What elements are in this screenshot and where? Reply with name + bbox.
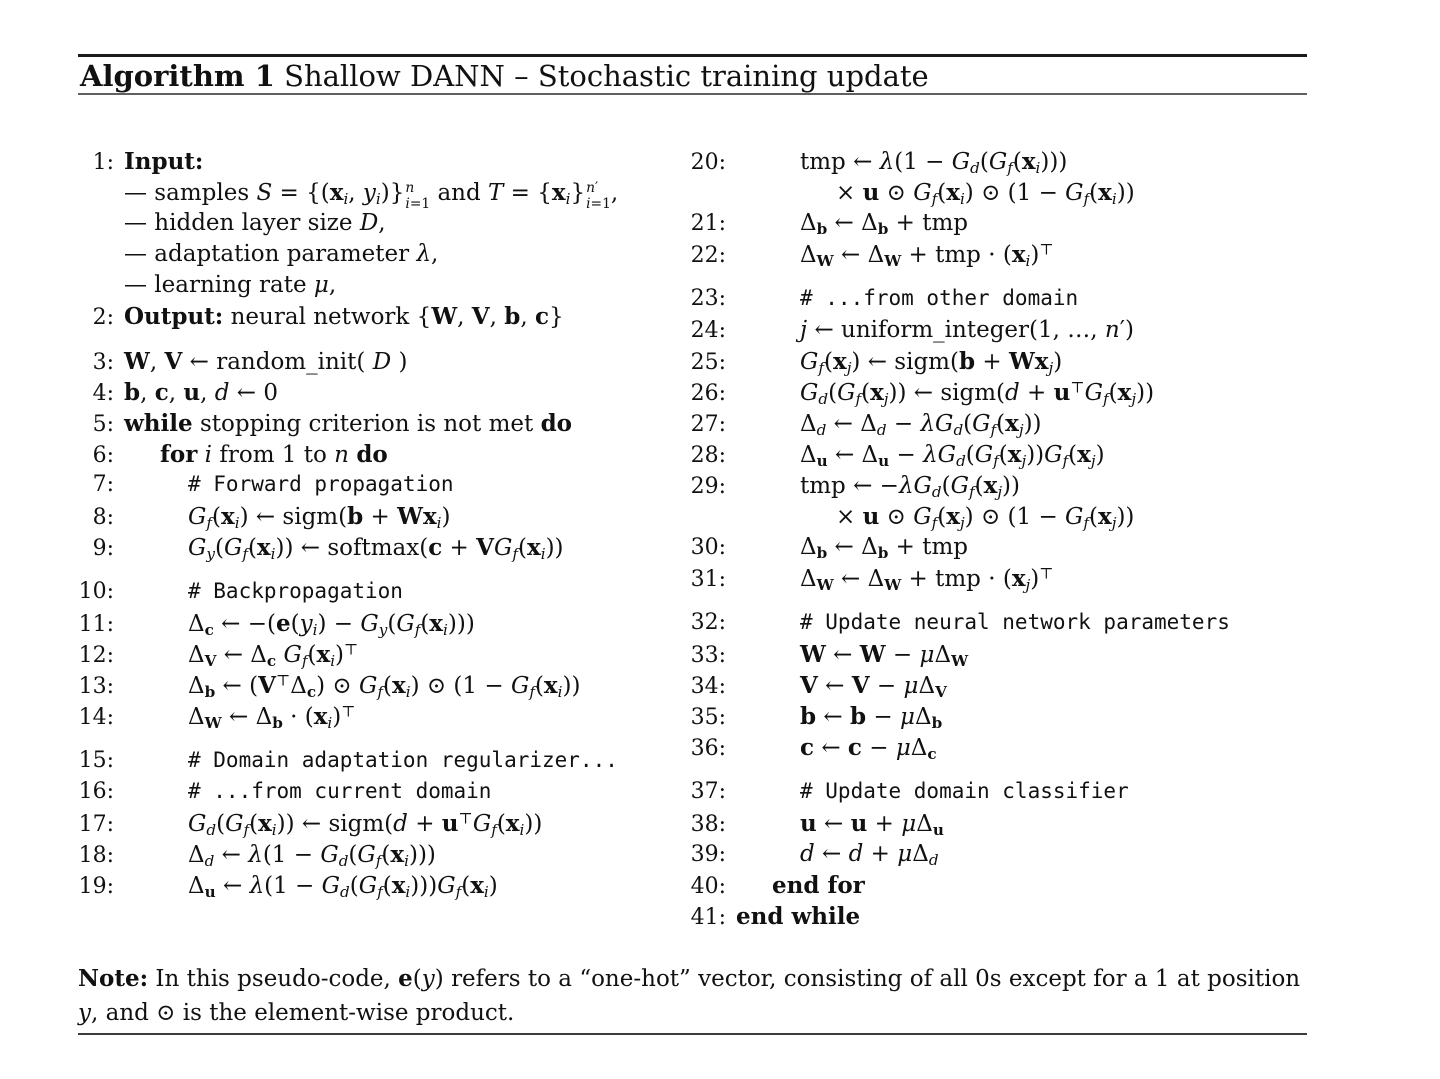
line-comment: # Backpropagation	[188, 579, 403, 603]
line-number: 40:	[690, 874, 726, 899]
line-number: 2:	[92, 305, 114, 330]
line-comment: # Update domain classifier	[800, 779, 1129, 803]
line-content: j ← uniform_integer(1, …, n′)	[800, 317, 1134, 343]
algo-line	[690, 379, 1307, 410]
algo-line	[78, 579, 690, 610]
line-number: 1:	[92, 150, 114, 175]
algo-line	[690, 179, 1307, 210]
algo-line	[690, 779, 1307, 810]
algo-line	[690, 317, 1307, 348]
line-number: 25:	[690, 350, 726, 375]
algo-line	[690, 703, 1307, 734]
algo-line	[78, 148, 690, 179]
line-content: $G_y(G_f(x_i))$ ← softmax(c + $VG_f(x_i)$)	[188, 534, 564, 563]
line-number: 11:	[78, 612, 114, 637]
line-number: 5:	[92, 412, 114, 437]
line-content: — adaptation parameter λ,	[124, 241, 439, 267]
line-number: 7:	[92, 472, 114, 497]
algo-line	[690, 841, 1307, 872]
line-number: 22:	[690, 243, 726, 268]
line-number: 20:	[690, 150, 726, 175]
algorithm-body	[78, 148, 1307, 934]
line-content: $\Delta_c$ ← $-(e(y_i) - G_y(G_f(x_i)))$	[188, 610, 475, 639]
line-content: for i from 1 to n do	[160, 441, 388, 468]
line-number: 35:	[690, 705, 726, 730]
line-number: 14:	[78, 705, 114, 730]
algo-line	[78, 303, 690, 334]
algo-line	[690, 672, 1307, 703]
algo-line	[78, 241, 690, 272]
line-number: 3:	[92, 350, 114, 375]
algo-line	[78, 410, 690, 441]
line-number: 8:	[92, 505, 114, 530]
line-content: c ← $c - \mu\Delta_c$	[800, 734, 937, 763]
algo-line	[78, 379, 690, 410]
line-number: 17:	[78, 812, 114, 837]
line-content: $\Delta_d$ ← $\Delta_d - \lambda G_d(G_f(x_j))$	[800, 410, 1042, 439]
line-content: — samples $S = \{(x_i$, $y_i$)} n i=1 and $T = \{x_i\}$ n′ i=1 ,	[124, 179, 619, 212]
line-content: tmp ← $\lambda(1 - G_d(G_f(x_i)))$	[800, 148, 1068, 177]
line-number: 31:	[690, 567, 726, 592]
line-content: W, V ← random_init( D )	[124, 348, 408, 375]
line-number: 29:	[690, 474, 726, 499]
algorithm-title	[80, 59, 929, 93]
algo-line	[690, 441, 1307, 472]
line-content: end for	[772, 872, 865, 899]
line-content: $G_d(G_f(x_i))$ ← sigm(d + $u^⊤G_f(x_i)$)	[188, 809, 543, 839]
line-number: 28:	[690, 443, 726, 468]
line-number: 12:	[78, 643, 114, 668]
algo-line	[690, 534, 1307, 565]
line-number: 4:	[92, 381, 114, 406]
line-number: 38:	[690, 812, 726, 837]
line-content: $G_f(x_j)$ ← sigm(b + $Wx_j$)	[800, 348, 1063, 377]
algo-line	[690, 286, 1307, 317]
line-number: 30:	[690, 535, 726, 560]
line-comment: # Update neural network parameters	[800, 610, 1230, 634]
algo-line	[78, 534, 690, 565]
line-comment: # ...from other domain	[800, 286, 1079, 310]
line-content: $G_f(x_i)$ ← sigm(b + $Wx_i$)	[188, 503, 451, 532]
line-number: 10:	[78, 579, 114, 604]
line-number: 19:	[78, 874, 114, 899]
algorithm-note: Note: In this pseudo-code, e(y) refers to a “one-hot” vector, consisting of all 0s except for a 1 at position y, and ⊙ is the element-wise product.	[78, 965, 1301, 1026]
algo-line	[78, 672, 690, 703]
algo-line	[690, 472, 1307, 503]
line-content: b, c, u, d ← 0	[124, 379, 278, 406]
line-content: $\Delta_W$ ← $\Delta_W$ + tmp · $(x_j)^⊤$	[800, 564, 1054, 594]
algorithm-title-label: Algorithm 1	[80, 59, 275, 93]
line-content: × u ⊙ $G_f(x_i)$ ⊙ $(1 - G_f(x_i))$	[836, 179, 1135, 208]
line-content: $\Delta_u$ ← $\Delta_u - \lambda G_d(G_f(x_j))G_f(x_j)$	[800, 441, 1105, 470]
line-comment: # Domain adaptation regularizer...	[188, 748, 618, 772]
line-number: 33:	[690, 643, 726, 668]
line-number: 34:	[690, 674, 726, 699]
line-number: 36:	[690, 736, 726, 761]
line-content: b ← $b - \mu\Delta_b$	[800, 703, 943, 732]
line-content: $\Delta_b$ ← $\Delta_b$ + tmp	[800, 534, 969, 562]
algorithm-right-column	[690, 148, 1307, 934]
line-content: Output: neural network {W, V, b, c}	[124, 303, 564, 330]
algo-line	[78, 841, 690, 872]
line-content: $G_d(G_f(x_j))$ ← sigm(d + $u^⊤G_f(x_j)$)	[800, 378, 1155, 408]
line-content: — learning rate μ,	[124, 272, 337, 298]
line-comment: # Forward propagation	[188, 472, 454, 496]
line-content: while stopping criterion is not met do	[124, 410, 572, 437]
line-content: d ← $d + \mu\Delta_d$	[800, 841, 939, 869]
line-number: 26:	[690, 381, 726, 406]
algo-line	[690, 410, 1307, 441]
algo-line	[690, 210, 1307, 241]
line-number: 15:	[78, 748, 114, 773]
line-content: $\Delta_W$ ← $\Delta_W$ + tmp · $(x_i)^⊤$	[800, 240, 1054, 270]
line-content: $\Delta_d$ ← $\lambda(1 - G_d(G_f(x_i)))$	[188, 841, 436, 870]
line-number: 16:	[78, 779, 114, 804]
algorithm-title-rule	[78, 93, 1307, 95]
algo-line	[78, 348, 690, 379]
algo-line	[690, 903, 1307, 934]
algo-line	[690, 348, 1307, 379]
algo-line	[690, 810, 1307, 841]
line-content: $\Delta_b$ ← $\Delta_b$ + tmp	[800, 210, 969, 238]
line-comment: # ...from current domain	[188, 779, 492, 803]
algo-line	[78, 872, 690, 903]
line-content: end while	[736, 903, 861, 930]
algo-line	[78, 472, 690, 503]
algo-line	[78, 503, 690, 534]
line-content: × u ⊙ $G_f(x_j)$ ⊙ $(1 - G_f(x_j))$	[836, 503, 1135, 532]
line-content: V ← $V - \mu\Delta_V$	[800, 672, 947, 701]
line-number: 9:	[92, 536, 114, 561]
line-number: 37:	[690, 779, 726, 804]
algo-line	[690, 734, 1307, 765]
line-content: tmp ← $-\lambda G_d(G_f(x_j))$	[800, 472, 1020, 501]
line-number: 18:	[78, 843, 114, 868]
line-number: 27:	[690, 412, 726, 437]
line-content: $\Delta_b$ ← $(V^⊤\Delta_c)$ ⊙ $G_f(x_i)$ ⊙ $(1 - G_f(x_i))$	[188, 671, 581, 701]
algo-line	[78, 179, 690, 210]
algorithm-left-column	[78, 148, 690, 934]
algo-line	[78, 610, 690, 641]
algo-line	[690, 565, 1307, 596]
algo-line	[78, 703, 690, 734]
line-number: 23:	[690, 286, 726, 311]
line-content: — hidden layer size D,	[124, 210, 386, 236]
algorithm-title-text: Shallow DANN – Stochastic training update	[284, 59, 929, 93]
algorithm-top-rule	[78, 54, 1307, 57]
algo-line	[690, 148, 1307, 179]
line-content: $\Delta_W$ ← $\Delta_b \cdot (x_i)^⊤$	[188, 702, 356, 732]
line-content: $\Delta_u$ ← $\lambda(1 - G_d(G_f(x_i)))G_f(x_i)$	[188, 872, 498, 901]
algorithm-bottom-rule	[78, 1033, 1307, 1035]
line-number: 24:	[690, 318, 726, 343]
algo-line	[690, 241, 1307, 272]
algo-line	[690, 872, 1307, 903]
algo-line	[78, 810, 690, 841]
line-content: W ← $W - \mu\Delta_W$	[800, 641, 969, 670]
algo-line	[690, 503, 1307, 534]
algo-line	[78, 272, 690, 303]
line-content: $\Delta_V$ ← $\Delta_c$ $G_f(x_i)^⊤$	[188, 640, 359, 670]
algo-line	[690, 641, 1307, 672]
line-number: 21:	[690, 211, 726, 236]
algo-line	[78, 441, 690, 472]
line-number: 13:	[78, 674, 114, 699]
line-content: Input:	[124, 148, 204, 175]
line-number: 39:	[690, 842, 726, 867]
line-number: 6:	[92, 443, 114, 468]
line-content: u ← $u + \mu\Delta_u$	[800, 810, 944, 839]
line-number: 41:	[690, 905, 726, 930]
algo-line	[690, 610, 1307, 641]
algo-line	[78, 779, 690, 810]
line-number: 32:	[690, 610, 726, 635]
algo-line	[78, 748, 690, 779]
algo-line	[78, 641, 690, 672]
algo-line	[78, 210, 690, 241]
